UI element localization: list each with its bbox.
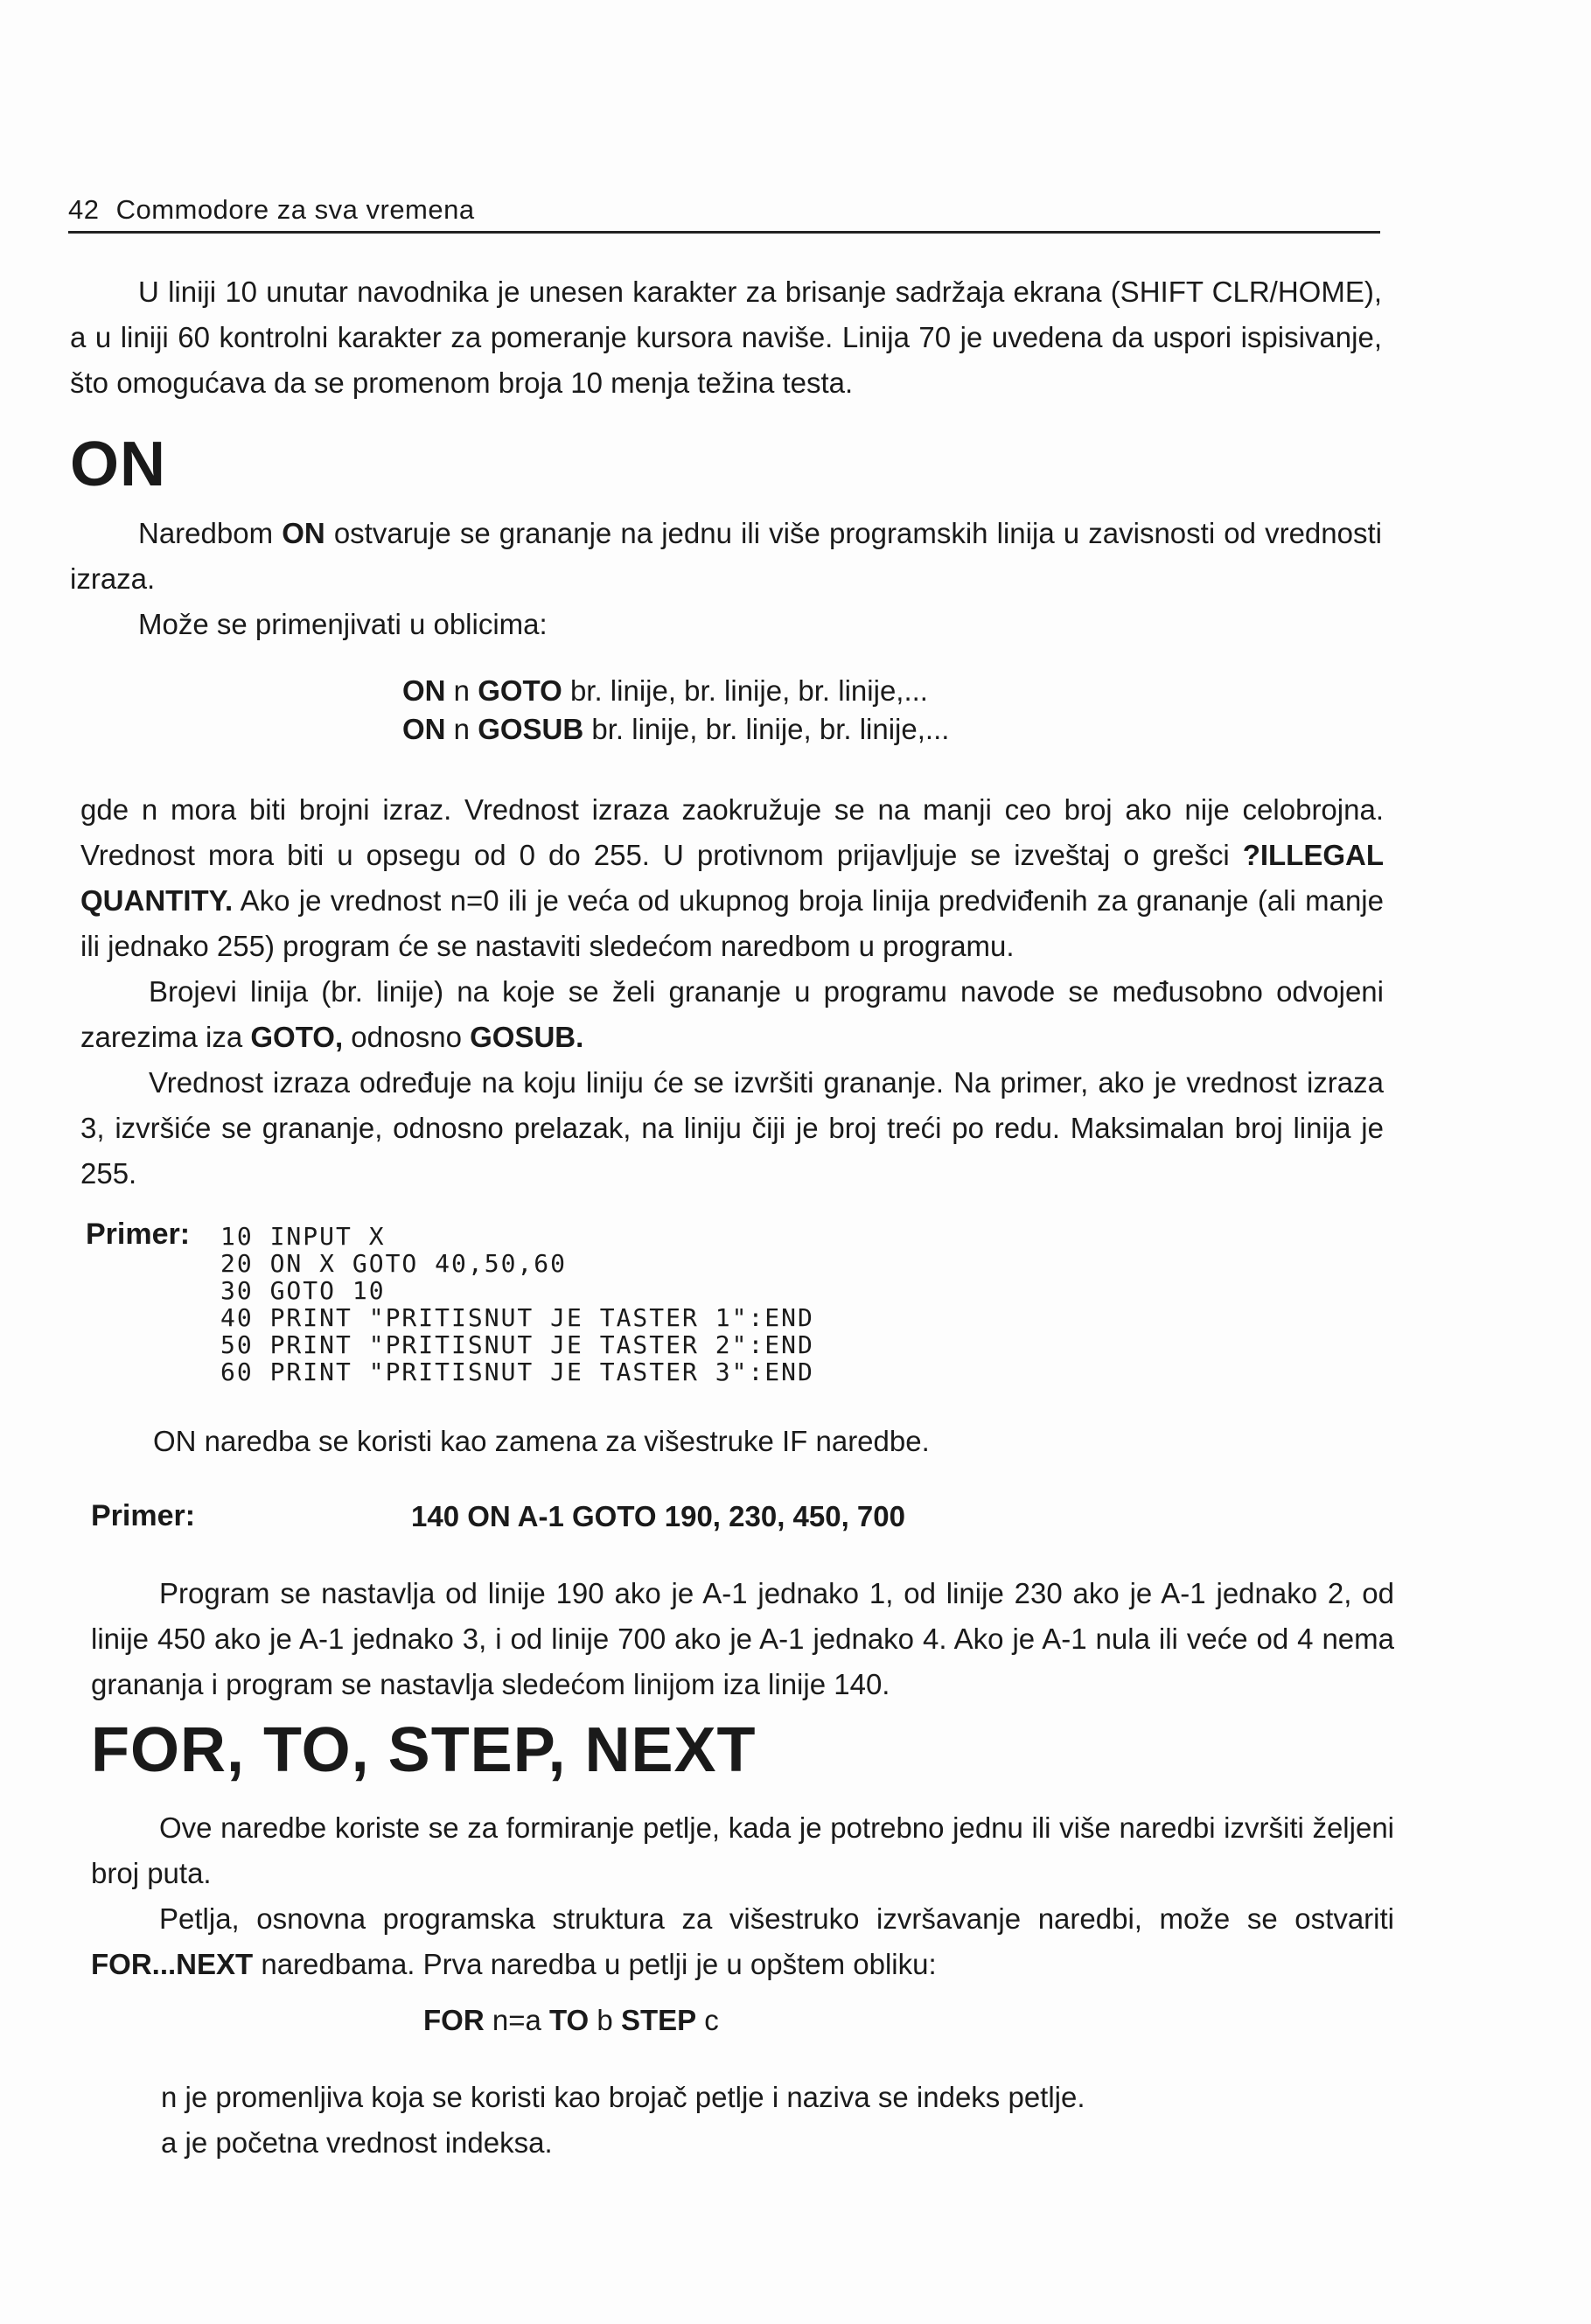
header-rule [68, 231, 1380, 234]
on-paragraph-4: Brojevi linija (br. linije) na koje se želi grananje u programu navode se međusobno odvojeni zarezima iza GOTO, odnosno GOSUB. [80, 975, 1384, 1053]
code-line: 50 PRINT "PRITISNUT JE TASTER 2":END [220, 1330, 814, 1359]
definition-a: a je početna vrednost indeksa. [161, 2126, 553, 2159]
on-paragraph-1: Naredbom ON ostvaruje se grananje na jednu ili više programskih linija u zavisnosti od vrednosti izraza. Može se primenjivati u oblicima: [70, 511, 1382, 647]
example-code-1 [220, 1223, 814, 1385]
for-definitions [161, 2075, 1385, 2166]
on-paragraph-5: Vrednost izraza određuje na koju liniju će se izvršiti grananje. Na primer, ako je vrednost izraza 3, izvršiće se grananje, odnosno prelazak, na liniju čiji je broj treći po redu. Maksimalan broj linija je 255. [80, 1066, 1384, 1190]
page-number: 42 [68, 194, 100, 225]
code-line: 30 GOTO 10 [220, 1276, 386, 1305]
section-heading-for: FOR, TO, STEP, NEXT [91, 1715, 757, 1785]
for-paragraph-1: Ove naredbe koriste se za formiranje petlje, kada je potrebno jednu ili više naredbi izvršiti željeni broj puta. Petlja, osnovna programska struktura za višestruko izvršavanje naredbi, može se ostvariti FOR...NEXT naredbama. Prva naredba u petlji je u opštem obliku: [91, 1805, 1394, 1987]
on-syntax-goto: ON n GOTO br. linije, br. linije, br. linije,... [402, 674, 928, 707]
example-label-1: Primer: [86, 1218, 191, 1251]
on-paragraph-2: Može se primenjivati u oblicima: [138, 608, 548, 640]
for-paragraph-2: Petlja, osnovna programska struktura za višestruko izvršavanje naredbi, može se ostvariti FOR...NEXT naredbama. Prva naredba u petlji je u opštem obliku: [91, 1902, 1394, 1980]
code-line: 40 PRINT "PRITISNUT JE TASTER 1":END [220, 1303, 814, 1332]
on-paragraph-3: gde n mora biti brojni izraz. Vrednost izraza zaokružuje se na manji ceo broj ako nije celobrojna. Vrednost mora biti u opsegu od 0 do 255. U protivnom prijavljuje se izveštaj o grešci ?ILLEGAL QUANTITY. Ako je vrednost n=0 ili je veća od ukupnog broja linija predviđenih za grananje (ali manje ili jednako 255) program će se nastaviti sledećom naredbom u programu. Brojevi linija (br. linije) na koje se želi grananje u programu navode se međusobno odvojeni zarezima iza GOTO, odnosno GOSUB. Vrednost izraza određuje na koju liniju će se izvršiti grananje. Na primer, ako je vrednost izraza 3, izvršiće se grananje, odnosno prelazak, na liniju čiji je broj treći po redu. Maksimalan broj linija je 255. [80, 787, 1384, 1197]
on-syntax-gosub: ON n GOSUB br. linije, br. linije, br. linije,... [402, 713, 950, 745]
code-line: 60 PRINT "PRITISNUT JE TASTER 3":END [220, 1357, 814, 1386]
definition-n: n je promenljiva koja se koristi kao brojač petlje i naziva se indeks petlje. [161, 2081, 1085, 2113]
on-paragraph-6: ON naredba se koristi kao zamena za višestruke IF naredbe. [153, 1425, 930, 1457]
example-code-2: 140 ON A-1 GOTO 190, 230, 450, 700 [411, 1500, 905, 1532]
page-header [68, 194, 1380, 226]
code-line: 20 ON X GOTO 40,50,60 [220, 1249, 568, 1278]
example-label-2: Primer: [91, 1499, 196, 1532]
running-title: Commodore za sva vremena [115, 194, 475, 225]
for-syntax: FOR n=a TO b STEP c [423, 2004, 719, 2036]
intro-paragraph: U liniji 10 unutar navodnika je unesen karakter za brisanje sadržaja ekrana (SHIFT CLR/HOME), a u liniji 60 kontrolni karakter za pomeranje kursora naviše. Linija 70 je uvedena da uspori ispisivanje, što omogućava da se promenom broja 10 menja težina testa. [70, 276, 1382, 399]
section-heading-on: ON [70, 429, 166, 499]
on-paragraph-7: Program se nastavlja od linije 190 ako je A-1 jednako 1, od linije 230 ako je A-1 jednako 2, od linije 450 ako je A-1 jednako 3, i od linije 700 ako je A-1 jednako 4. Ako je A-1 nula ili veće od 4 nema grananja i program se nastavlja sledećom linijom iza linije 140. [91, 1577, 1394, 1700]
code-line: 10 INPUT X [220, 1222, 386, 1251]
